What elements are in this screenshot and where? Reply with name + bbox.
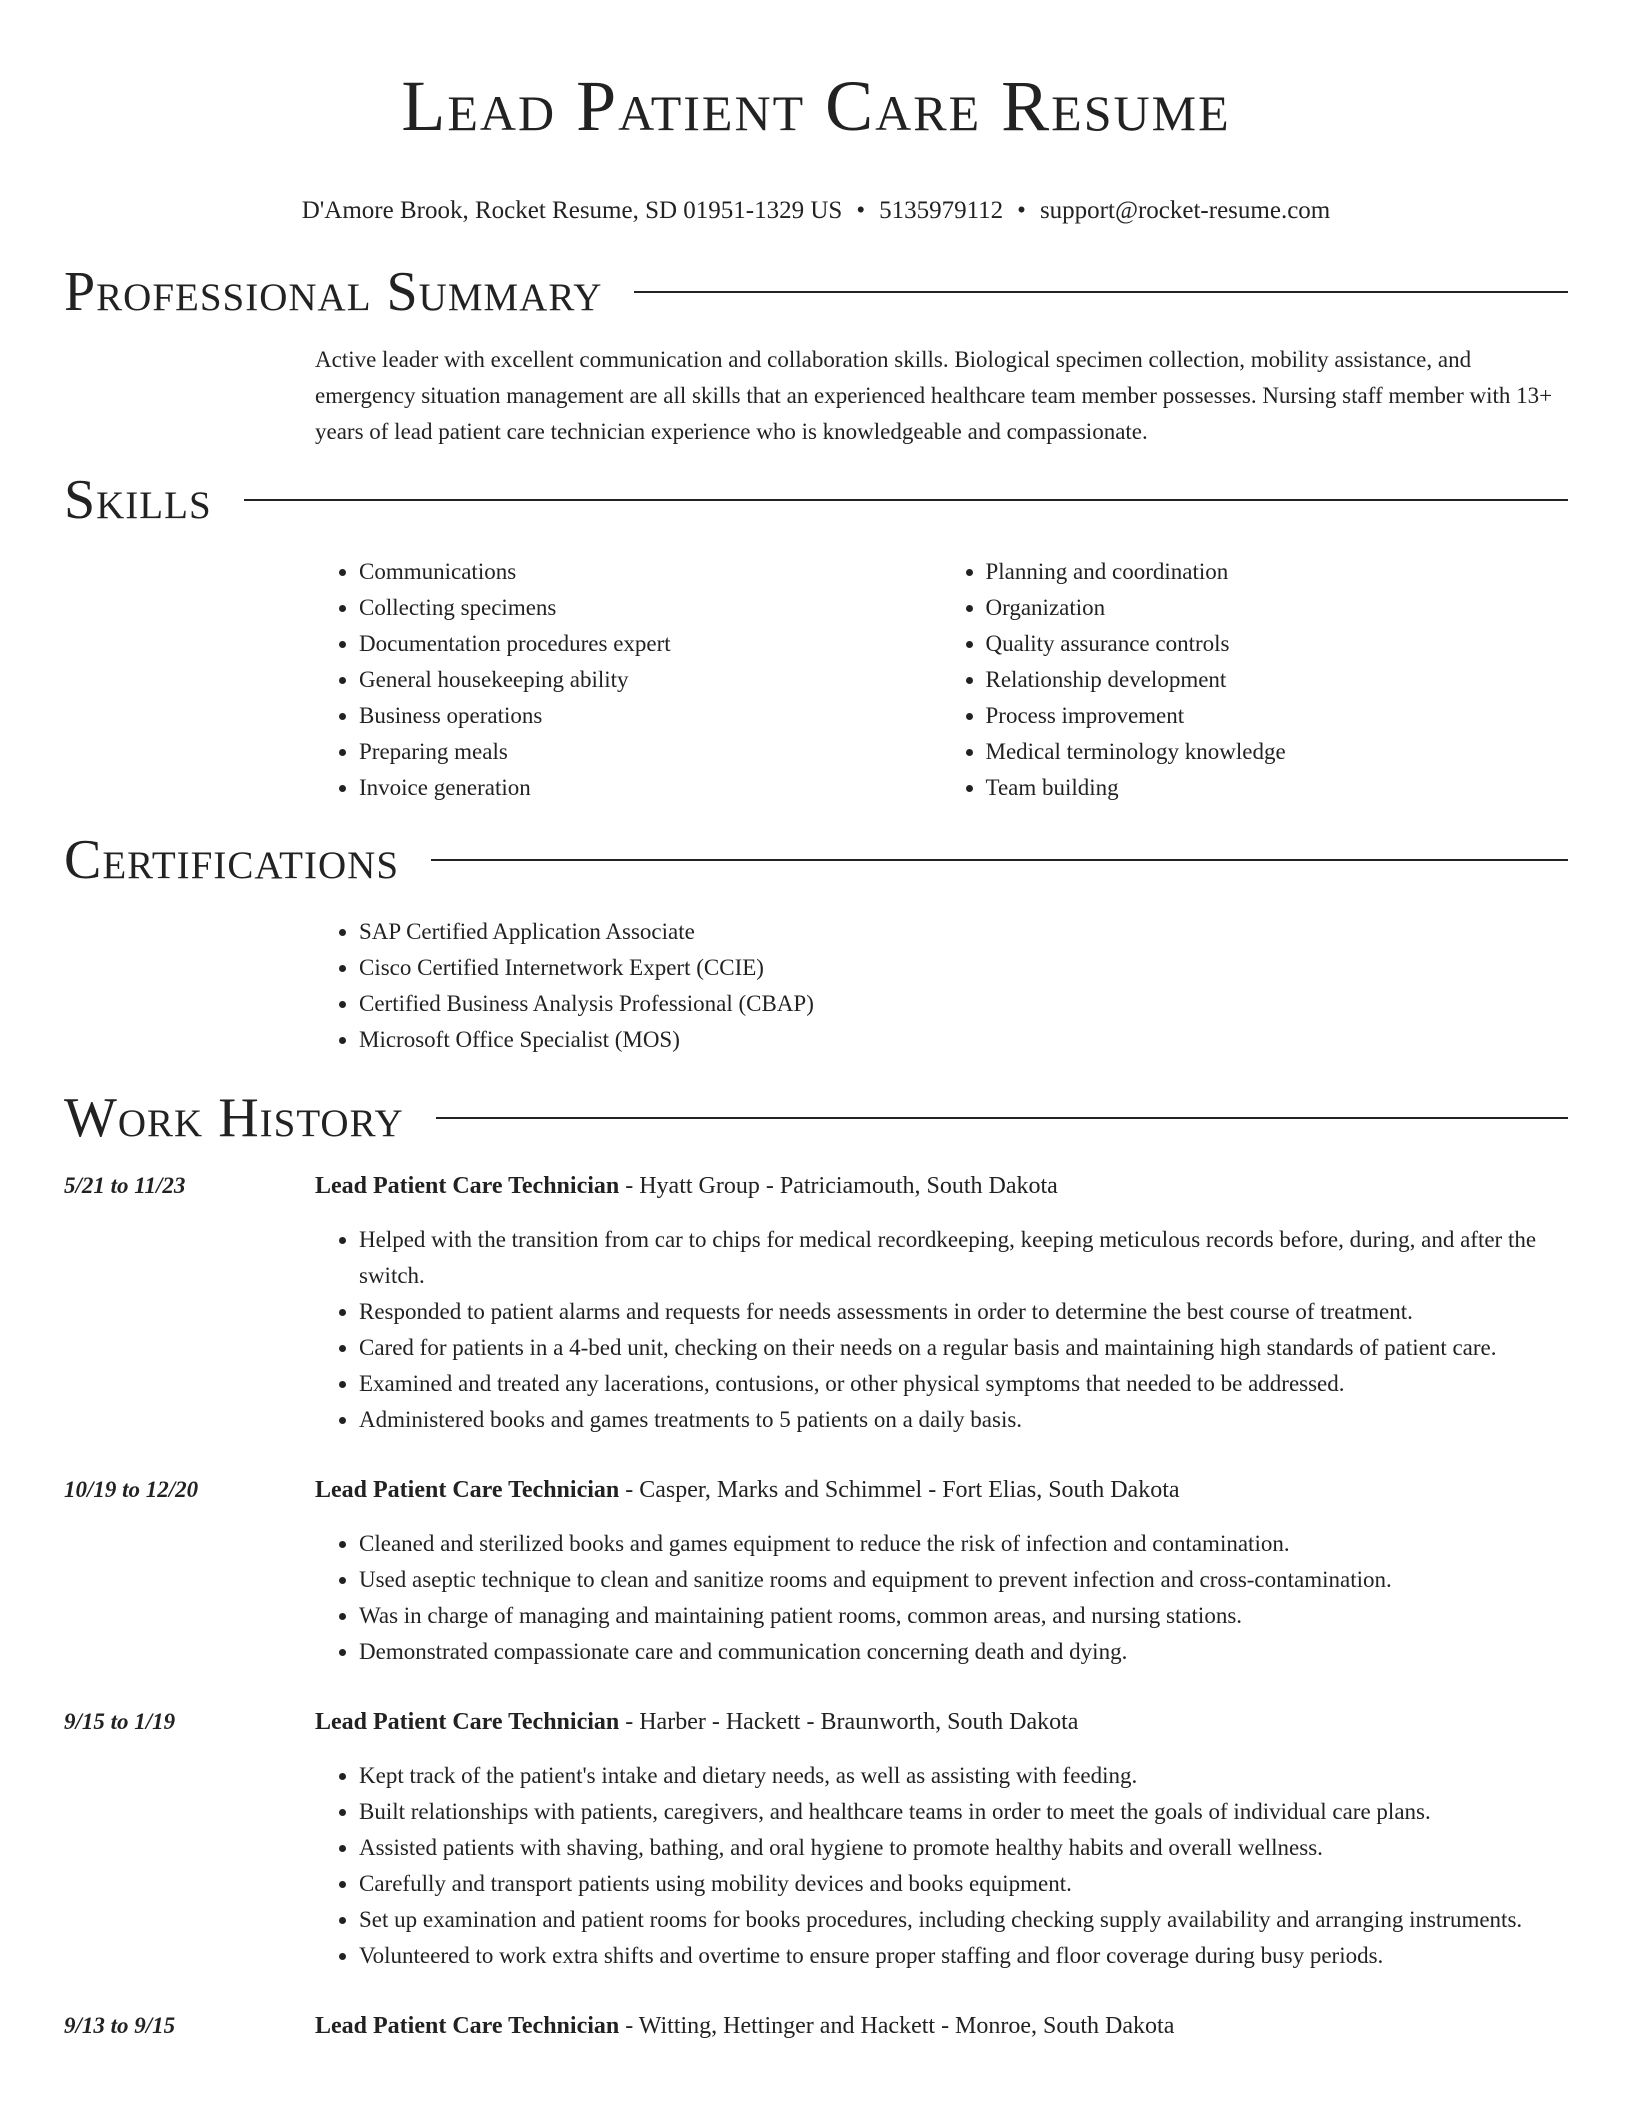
list-item: • Communications [359,554,942,590]
list-item: • Built relationships with patients, caregivers, and healthcare teams in order to meet the goals of individual care plans. [359,1794,1568,1830]
certifications-list [315,914,1568,1058]
list-item: • Invoice generation [359,770,942,806]
list-item: • Medical terminology knowledge [986,734,1569,770]
job-body [315,1704,1568,1974]
list-item: • Planning and coordination [986,554,1569,590]
list-item: • Kept track of the patient's intake and dietary needs, as well as assisting with feeding. [359,1758,1568,1794]
list-item: • Documentation procedures expert [359,626,942,662]
section-title-work-history: Work History [64,1087,404,1149]
job-header [315,1704,1568,1740]
contact-separator: • [1017,197,1026,224]
contact-phone: 5135979112 [879,197,1004,224]
list-item: • Set up examination and patient rooms for books procedures, including checking supply availability and arranging instruments. [359,1902,1568,1938]
skills-section [64,470,1568,806]
section-header [64,470,1568,530]
list-item: • Organization [986,590,1569,626]
list-item: • Assisted patients with shaving, bathing, and oral hygiene to promote healthy habits and overall wellness. [359,1830,1568,1866]
list-item: • Was in charge of managing and maintaining patient rooms, common areas, and nursing stations. [359,1598,1568,1634]
list-item: • Used aseptic technique to clean and sanitize rooms and equipment to prevent infection and cross-contamination. [359,1562,1568,1598]
list-item: • Cleaned and sterilized books and games equipment to reduce the risk of infection and contamination. [359,1526,1568,1562]
work-history-list [64,1168,1568,2044]
list-item: • Helped with the transition from car to chips for medical recordkeeping, keeping meticulous records before, during, and after the switch. [359,1222,1568,1294]
skills-list-left [315,554,942,806]
section-divider [244,499,1568,501]
summary-body [315,342,1568,450]
job-dates: 10/19 to 12/20 [64,1477,199,1502]
job-company-location: - Witting, Hettinger and Hackett - Monroe, South Dakota [619,2013,1175,2039]
certifications-section [64,830,1568,1058]
list-item: • Responded to patient alarms and requests for needs assessments in order to determine the best course of treatment. [359,1294,1568,1330]
certifications-body [315,914,1568,1058]
section-title-skills: Skills [64,469,212,531]
job-title: Lead Patient Care Technician [315,1477,620,1503]
job-company-location: - Harber - Hackett - Braunworth, South Dakota [619,1709,1079,1735]
job-duties-list [315,1222,1568,1438]
job-entry [64,2008,1568,2044]
list-item: • General housekeeping ability [359,662,942,698]
section-divider [634,291,1568,293]
section-title-summary: Professional Summary [64,261,603,323]
job-title: Lead Patient Care Technician [315,2013,620,2039]
job-title: Lead Patient Care Technician [315,1709,620,1735]
list-item: • Carefully and transport patients using mobility devices and books equipment. [359,1866,1568,1902]
contact-separator: • [856,197,866,224]
job-header [315,1168,1568,1204]
skills-grid [315,554,1568,806]
job-header [315,1472,1568,1508]
section-divider [436,1117,1568,1119]
work-history-section [64,1088,1568,2044]
job-dates: 5/21 to 11/23 [64,1173,186,1198]
section-header [64,830,1568,890]
job-entry [64,1704,1568,1974]
list-item: • Preparing meals [359,734,942,770]
contact-line [64,194,1568,228]
contact-address: D'Amore Brook, Rocket Resume, SD 01951-1329 US [301,197,843,224]
list-item: • Microsoft Office Specialist (MOS) [359,1022,1568,1058]
job-entry [64,1472,1568,1670]
job-body [315,2008,1568,2044]
resume-page [64,0,1568,2044]
list-item: • Collecting specimens [359,590,942,626]
section-header [64,262,1568,322]
job-dates: 9/13 to 9/15 [64,2013,176,2038]
job-company-location: - Casper, Marks and Schimmel - Fort Elias, South Dakota [619,1477,1180,1503]
list-item: • Business operations [359,698,942,734]
resume-title: Lead Patient Care Resume [401,66,1231,146]
job-body [315,1472,1568,1670]
list-item: • Team building [986,770,1569,806]
job-duties-list [315,1526,1568,1670]
contact-email: support@rocket-resume.com [1039,197,1331,224]
section-header [64,1088,1568,1148]
list-item: • Process improvement [986,698,1569,734]
list-item: • Cared for patients in a 4-bed unit, checking on their needs on a regular basis and maintaining high standards of patient care. [359,1330,1568,1366]
job-company-location: - Hyatt Group - Patriciamouth, South Dakota [619,1173,1058,1199]
job-title: Lead Patient Care Technician [315,1173,620,1199]
list-item: • Administered books and games treatments to 5 patients on a daily basis. [359,1402,1568,1438]
summary-section [64,262,1568,450]
job-body [315,1168,1568,1438]
list-item: • Demonstrated compassionate care and communication concerning death and dying. [359,1634,1568,1670]
job-dates: 9/15 to 1/19 [64,1709,176,1734]
list-item: • Relationship development [986,662,1569,698]
list-item: • Cisco Certified Internetwork Expert (CCIE) [359,950,1568,986]
skills-list-right [942,554,1569,806]
section-title-certifications: Certifications [64,829,400,891]
section-divider [431,859,1568,861]
list-item: • Quality assurance controls [986,626,1569,662]
list-item: • SAP Certified Application Associate [359,914,1568,950]
list-item: • Certified Business Analysis Professional (CBAP) [359,986,1568,1022]
job-entry [64,1168,1568,1438]
summary-text: Active leader with excellent communication and collaboration skills. Biological specimen collection, mobility assistance, and emergency situation management are all skills that an experienced healthcare team member possesses. Nursing staff member with 13+ years of lead patient care technician experience who is knowledgeable and compassionate. [315,347,1553,444]
job-header [315,2008,1568,2044]
job-duties-list [315,1758,1568,1974]
list-item: • Examined and treated any lacerations, contusions, or other physical symptoms that needed to be addressed. [359,1366,1568,1402]
list-item: • Volunteered to work extra shifts and overtime to ensure proper staffing and floor coverage during busy periods. [359,1938,1568,1974]
